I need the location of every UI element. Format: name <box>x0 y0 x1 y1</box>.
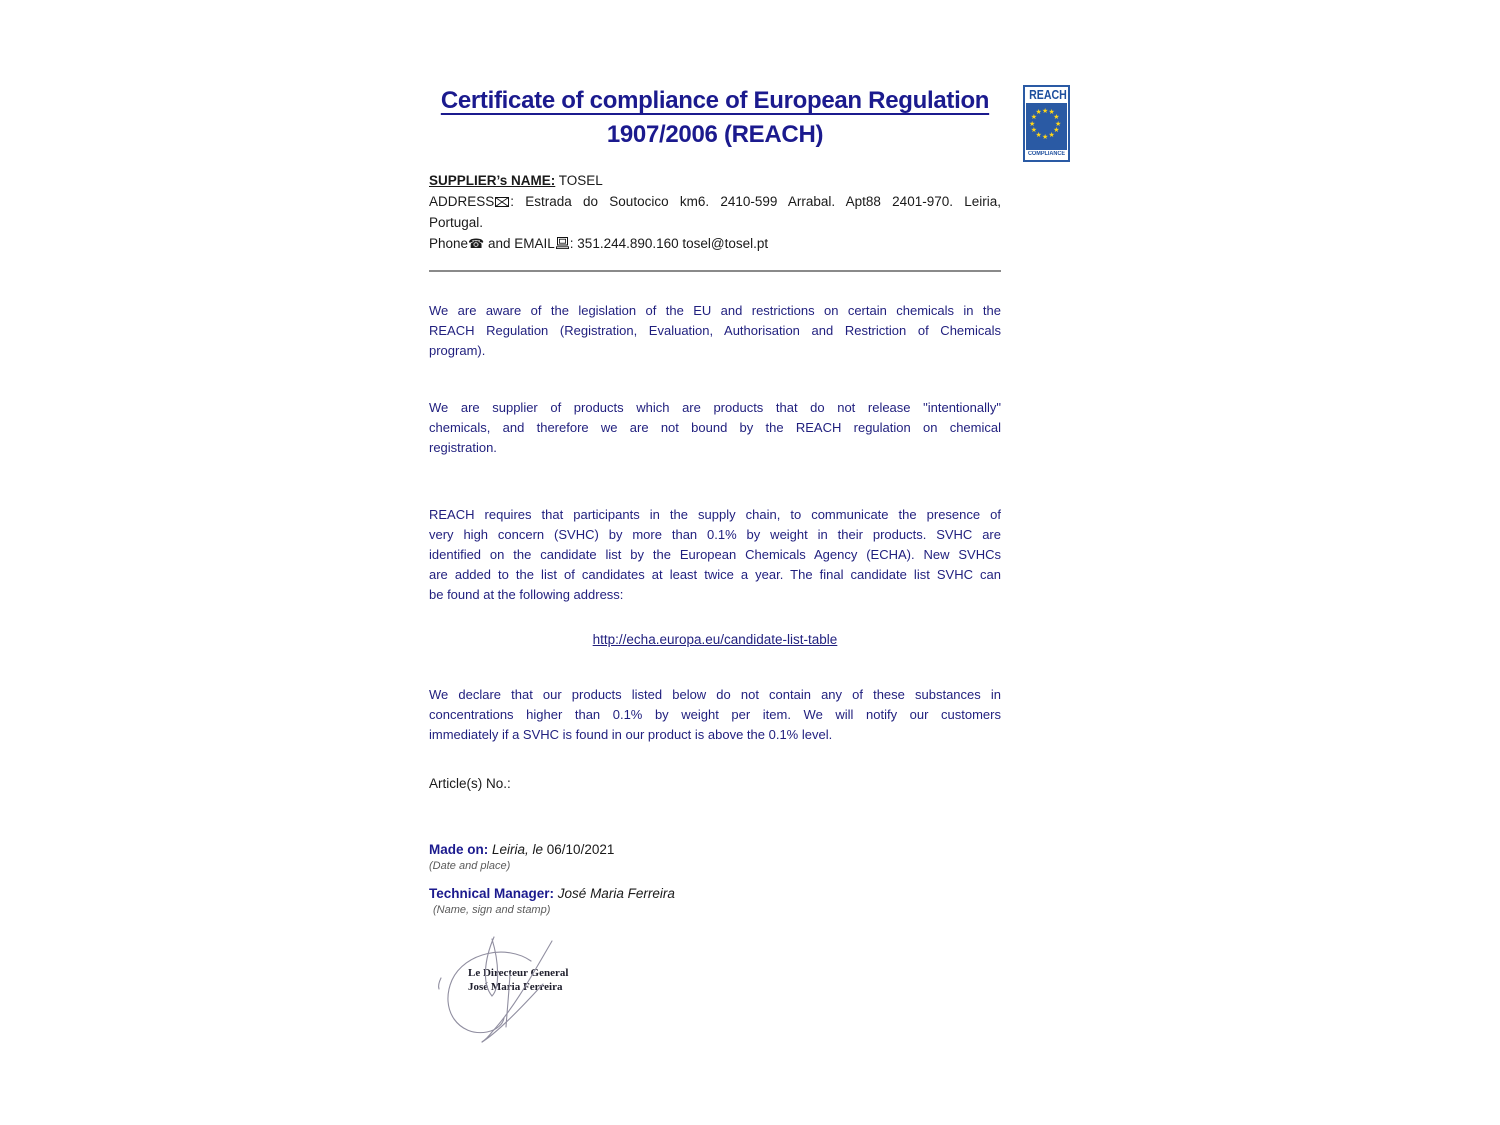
supplier-address-row <box>429 192 1001 214</box>
technical-manager-label: Technical Manager: <box>429 886 555 901</box>
supplier-contact-row <box>429 234 1001 256</box>
paragraph-line: We are aware of the legislation of the EU and restrictions on certain chemicals in the <box>429 303 1001 318</box>
paragraph-line: be found at the following address: <box>429 587 624 602</box>
paragraph-line: registration. <box>429 440 497 455</box>
supplier-name-value: TOSEL <box>555 173 603 188</box>
paragraph-line: chemicals, and therefore we are not bound by the REACH regulation on chemical <box>429 420 1001 435</box>
star-icon: ★ <box>1053 126 1060 134</box>
paragraph-line: REACH Regulation (Registration, Evaluation, Authorisation and Restriction of Chemicals <box>429 323 1001 338</box>
technical-manager-value: José Maria Ferreira <box>554 886 675 901</box>
paragraph-line: very high concern (SVHC) by more than 0.1% by weight in their products. SVHC are <box>429 527 1001 542</box>
supplier-address-row2: Portugal. <box>429 215 484 230</box>
and-email-label: and EMAIL <box>484 235 555 251</box>
stamp-text <box>468 966 568 994</box>
star-icon: ★ <box>1030 113 1038 121</box>
phone-label: Phone <box>429 235 469 251</box>
phone-icon: ☎ <box>468 236 485 252</box>
paragraph-line: concentrations higher than 0.1% by weight per item. We will notify our customers <box>429 707 1001 722</box>
star-icon: ★ <box>1055 119 1062 128</box>
star-icon: ★ <box>1048 108 1055 117</box>
envelope-icon <box>495 193 509 214</box>
contact-value: : 351.244.890.160 tosel@tosel.pt <box>569 235 769 251</box>
technical-manager-row <box>429 886 1001 901</box>
paragraph-line: program). <box>429 343 486 358</box>
made-on-date: 06/10/2021 <box>546 842 615 857</box>
paragraph-aware <box>429 301 1001 361</box>
paragraph-line: identified on the candidate list by the European Chemicals Agency (ECHA). New SVHCs <box>429 547 1001 562</box>
paragraph-line: are added to the list of candidates at least twice a year. The final candidate list SVHC can <box>429 567 1001 582</box>
paragraph-line: immediately if a SVHC is found in our product is above the 0.1% level. <box>429 727 833 742</box>
made-on-place: Leiria, le <box>488 842 547 857</box>
paragraph-line: We declare that our products listed below do not contain any of these substances in <box>429 687 1001 702</box>
address-value: : Estrada do Soutocico km6. 2410-599 Arrabal. Apt88 2401-970. Leiria, <box>510 193 1001 209</box>
candidate-list-link-row <box>429 632 1001 647</box>
stamp-line1: Le Directeur General <box>468 967 569 979</box>
page-title-line2: 1907/2006 (REACH) <box>606 121 824 148</box>
star-icon: ★ <box>1029 119 1036 128</box>
eu-stars-icon <box>1026 103 1067 150</box>
computer-icon <box>556 235 569 256</box>
paragraph-supplier-products <box>429 398 1001 458</box>
paragraph-line: REACH requires that participants in the supply chain, to communicate the presence of <box>429 507 1001 522</box>
candidate-list-link[interactable]: http://echa.europa.eu/candidate-list-table <box>592 632 838 647</box>
section-divider <box>429 270 1001 272</box>
article-number-label: Article(s) No.: <box>429 776 511 791</box>
signature-area <box>435 932 575 1050</box>
made-on-row <box>429 842 1001 857</box>
supplier-block <box>429 171 1001 255</box>
star-icon: ★ <box>1030 126 1038 134</box>
star-icon: ★ <box>1053 113 1060 121</box>
technical-manager-caption: (Name, sign and stamp) <box>433 904 551 916</box>
made-on-label: Made on: <box>429 842 489 857</box>
reach-logo-compliance-label: COMPLIANCE <box>1027 151 1066 157</box>
page-title-line1: Certificate of compliance of European Regulation <box>440 87 990 114</box>
paragraph-declare <box>429 685 1001 745</box>
made-on-caption: (Date and place) <box>429 860 511 872</box>
reach-compliance-logo <box>1023 85 1070 162</box>
document-body <box>429 84 1001 1050</box>
paragraph-reach-requires <box>429 505 1001 605</box>
address-label: ADDRESS <box>429 193 495 209</box>
supplier-name-label: SUPPLIER’s NAME: <box>429 173 556 188</box>
reach-logo-title: REACH <box>1029 88 1067 102</box>
paragraph-line: We are supplier of products which are products that do not release "intentionally" <box>429 400 1001 415</box>
page-title <box>429 84 1001 152</box>
star-icon: ★ <box>1042 106 1049 115</box>
star-icon: ★ <box>1042 132 1049 141</box>
stamp-line2: José Maria Ferreira <box>468 981 563 993</box>
supplier-name-row <box>429 171 1001 192</box>
star-icon: ★ <box>1035 108 1042 117</box>
star-icon: ★ <box>1035 130 1042 139</box>
star-icon: ★ <box>1048 130 1055 139</box>
